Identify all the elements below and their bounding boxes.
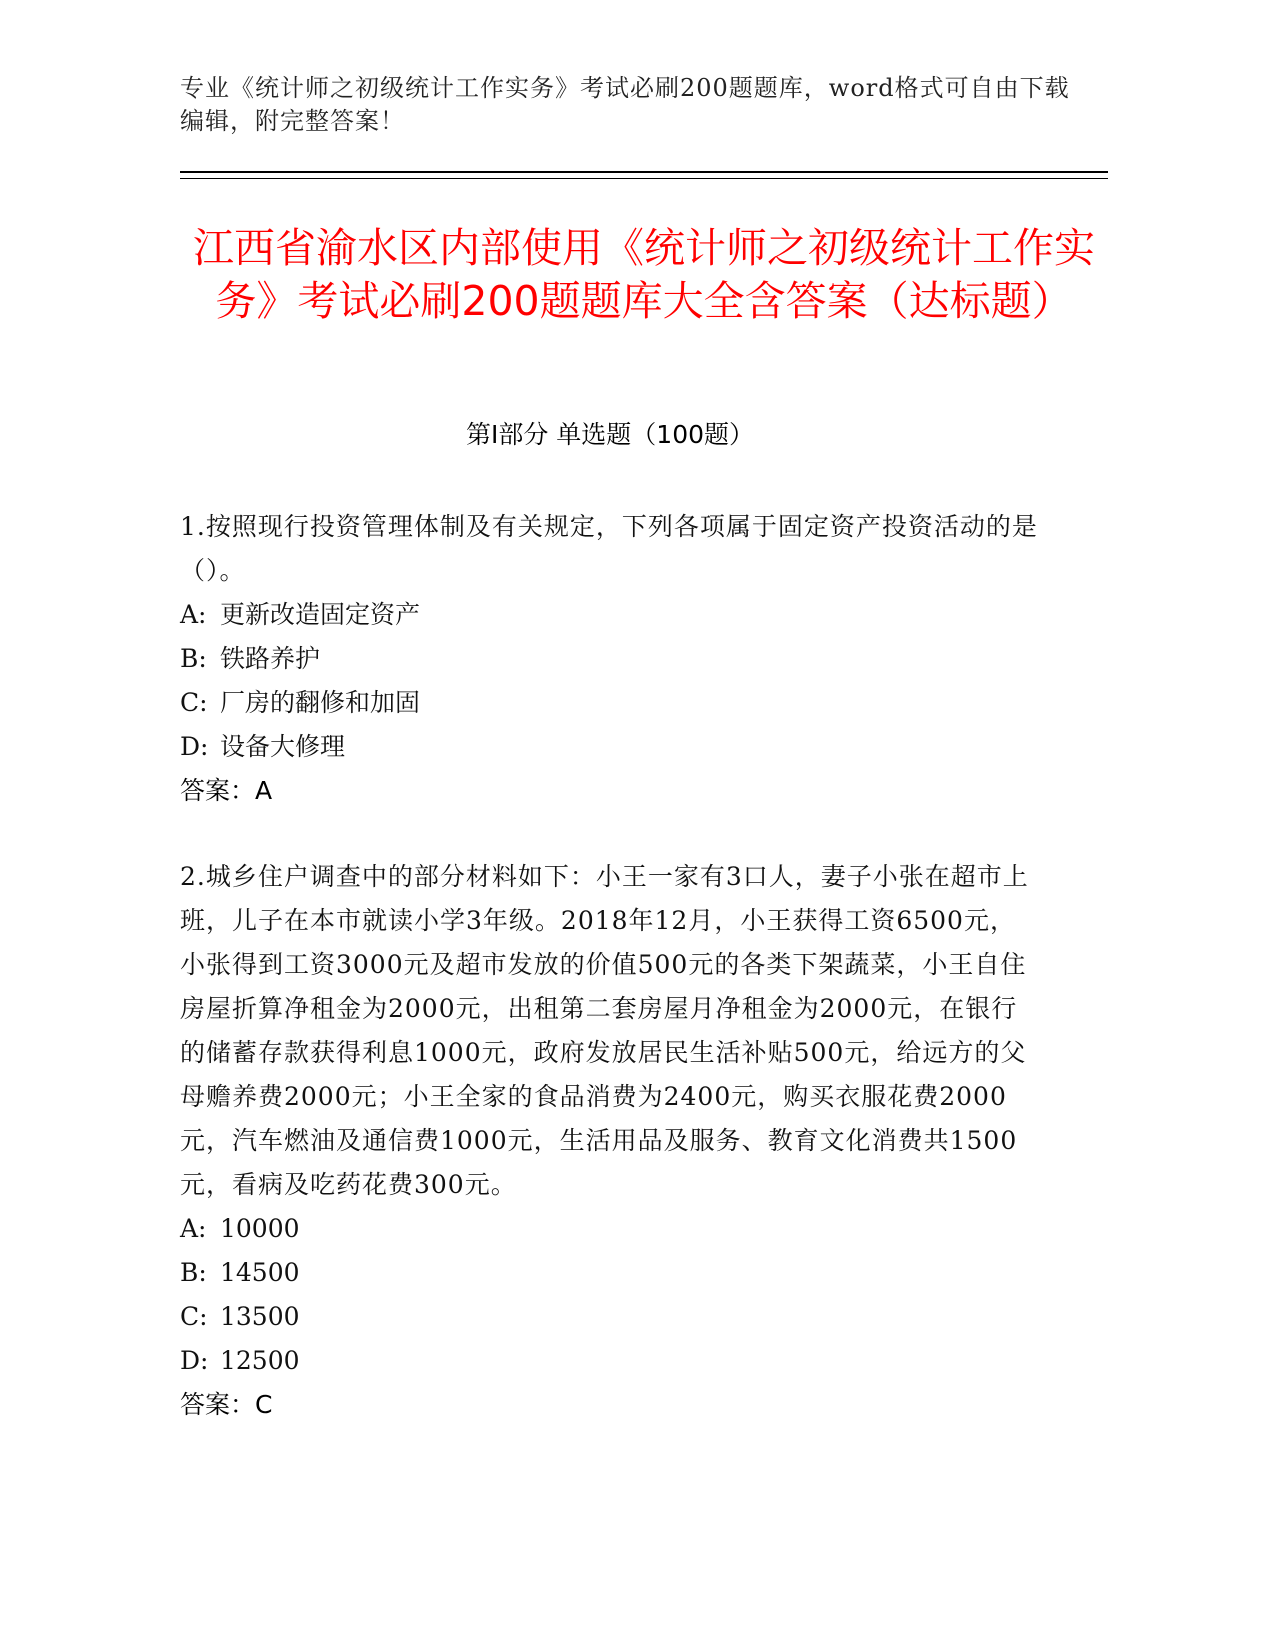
option-b [180, 637, 1040, 681]
option-text: 厂房的翻修和加固 [220, 688, 421, 717]
section-title: 第I部分 单选题（100题） [465, 420, 755, 449]
option-letter: A: [180, 1214, 207, 1243]
option-text: 铁路养护 [220, 644, 321, 673]
option-letter: B: [180, 644, 207, 673]
option-letter: D: [180, 732, 209, 761]
question-stem: 1.按照现行投资管理体制及有关规定，下列各项属于固定资产投资活动的是（）。 [180, 512, 1038, 585]
option-text: 12500 [220, 1346, 300, 1375]
option-letter: A: [180, 600, 207, 629]
question-1 [180, 505, 1040, 813]
question-2 [180, 855, 1040, 1427]
option-a [180, 1207, 1040, 1251]
option-text: 10000 [220, 1214, 300, 1243]
question-stem: 2.城乡住户调查中的部分材料如下：小王一家有3口人，妻子小张在超市上班，儿子在本市就读小学3年级。2018年12月，小王获得工资6500元，小张得到工资3000元及超市发放的价值500元的各类下架蔬菜，小王自住房屋折算净租金为2000元，出租第二套房屋月净租金为2000元，在银行的储蓄存款获得利息1000元，政府发放居民生活补贴500元，给远方的父母赡养费2000元；小王全家的食品消费为2400元，购买衣服花费2000元，汽车燃油及通信费1000元，生活用品及服务、教育文化消费共1500元，看病及吃药花费300元。 [180, 862, 1029, 1199]
option-c [180, 681, 1040, 725]
option-text: 14500 [220, 1258, 300, 1287]
option-b [180, 1251, 1040, 1295]
document-title: 江西省渝水区内部使用《统计师之初级统计工作实务》考试必刷200题题库大全含答案（达标题） [193, 224, 1095, 325]
option-c [180, 1295, 1040, 1339]
option-text: 13500 [220, 1302, 300, 1331]
option-text: 设备大修理 [220, 732, 346, 761]
option-a [180, 593, 1040, 637]
option-letter: C: [180, 1302, 208, 1331]
option-text: 更新改造固定资产 [220, 600, 421, 629]
header-rule-thin [180, 178, 1108, 179]
option-letter: B: [180, 1258, 207, 1287]
answer: 答案：A [180, 776, 273, 805]
answer: 答案：C [180, 1390, 273, 1419]
header-rule-thick [180, 171, 1108, 173]
option-d [180, 1339, 1040, 1383]
option-letter: C: [180, 688, 208, 717]
option-letter: D: [180, 1346, 209, 1375]
option-d [180, 725, 1040, 769]
header-note: 专业《统计师之初级统计工作实务》考试必刷200题题库，word格式可自由下载编辑，附完整答案！ [180, 74, 1070, 135]
